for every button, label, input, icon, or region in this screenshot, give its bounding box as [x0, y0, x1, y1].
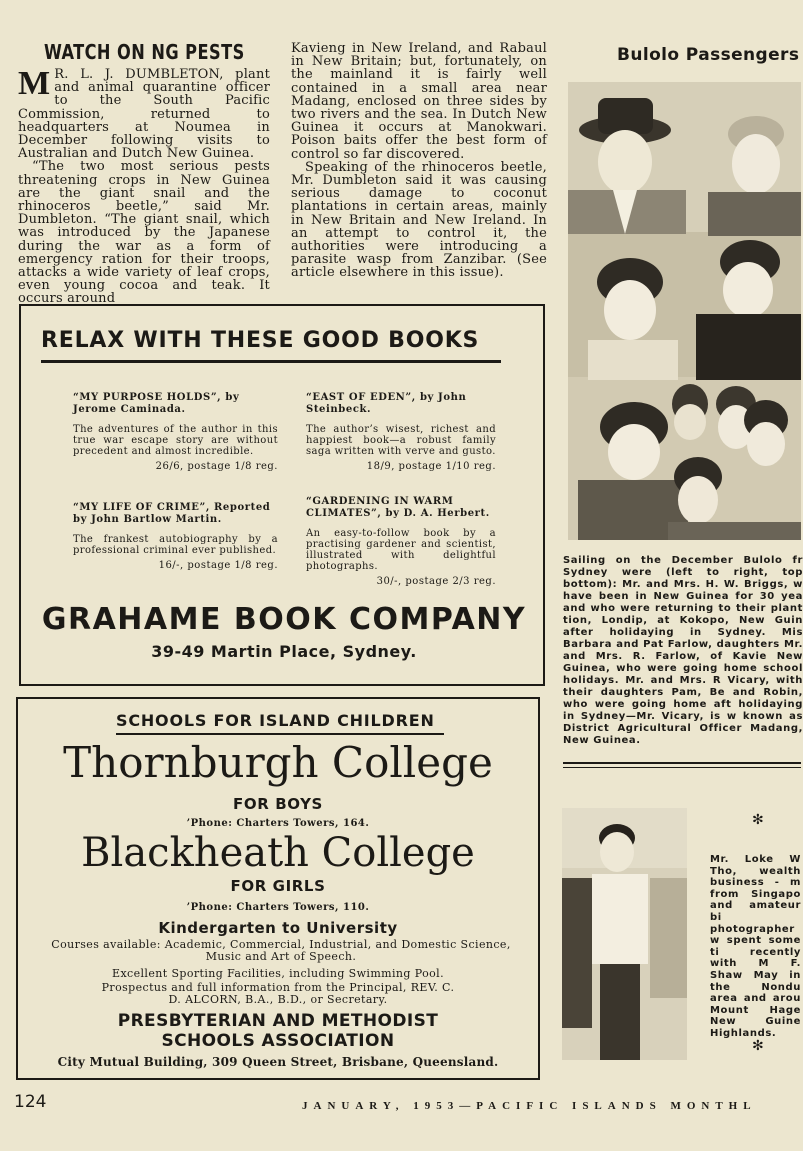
- passengers-photo-svg: [568, 82, 801, 540]
- book-description: An easy-to-follow book by a practising gardener and scientist, illustrated with delightful photographs.: [306, 528, 496, 572]
- schools-address: City Mutual Building, 309 Queen Street, Brisbane, Queensland.: [57, 1055, 499, 1069]
- college-phone: ’Phone: Charters Towers, 164.: [186, 818, 370, 829]
- sidebar-rule: [563, 762, 801, 764]
- book-title: “MY LIFE OF CRIME”, Reported by John Bartlow Martin.: [73, 502, 271, 525]
- company-name: GRAHAME BOOK COMPANY: [41, 602, 527, 637]
- book-price: 16/-, postage 1/8 reg.: [158, 560, 278, 571]
- books-ad: [19, 304, 545, 686]
- article-para-2: “The two most serious pests threatening crops in New Guinea are the giant snail and the rhinoceros beetle,” said Mr. Dumbleton. “The giant snail, which was introduced by the Japanese during the war as a form of emergency ration for their troops, attacks a wide variety of leaf crops, even young cocoa and teak. It occurs around: [18, 159, 270, 307]
- page-number: 124: [14, 1092, 47, 1112]
- sidebar-heading: Bulolo Passengers: [617, 45, 800, 65]
- college-name-thornburgh: Thornburgh College: [63, 738, 493, 787]
- ornament: ✻: [752, 812, 764, 828]
- article-column-1: [18, 65, 270, 307]
- book-description: The author’s wisest, richest and happiest book—a robust family saga written with verve and gusto.: [306, 424, 496, 457]
- book-title: “GARDENING IN WARM CLIMATES”, by D. A. Herbert.: [306, 496, 490, 519]
- article-para-1: R. L. J. DUMBLETON, plant and animal quarantine officer to the South Pacific Commission, returned to headquarters at Noumea in December following visits to Australian and Dutch New Guinea.: [18, 67, 270, 162]
- book-item: [306, 392, 496, 472]
- book-title: “MY PURPOSE HOLDS”, by Jerome Caminada.: [73, 392, 240, 415]
- book-title: “EAST OF EDEN”, by John Steinbeck.: [306, 392, 467, 415]
- book-item: [73, 502, 278, 571]
- book-description: The adventures of the author in this true war escape story are without precedent and almost incredible.: [73, 424, 278, 457]
- loke-photo-svg: [562, 808, 687, 1060]
- sidebar-rule-thin: [563, 767, 801, 768]
- drop-cap: M: [18, 65, 51, 102]
- ornament: ✻: [752, 1038, 764, 1054]
- article-column-2: [291, 42, 547, 280]
- article-para-4: Speaking of the rhinoceros beetle, Mr. Dumbleton said it was causing serious damage to coconut plantations in certain areas, mainly in New Britain and New Ireland. In an attempt to control it, the authorities were introducing a parasite wasp from Zanzibar. (See article elsewhere in this issue).: [291, 159, 547, 281]
- issue-footer: JANUARY, 1953—PACIFIC ISLANDS MONTHL: [302, 1100, 757, 1112]
- books-ad-rule: [41, 360, 501, 363]
- book-price: 26/6, postage 1/8 reg.: [155, 461, 278, 472]
- article-title: WATCH ON NG PESTS: [44, 40, 245, 64]
- schools-sporting: Excellent Sporting Facilities, including Swimming Pool.: [112, 967, 444, 980]
- book-description: The frankest autobiography by a professional criminal ever published.: [73, 534, 278, 556]
- schools-tagline: Kindergarten to University: [158, 919, 398, 937]
- schools-association: PRESBYTERIAN AND METHODIST SCHOOLS ASSOCIATION: [117, 1011, 439, 1051]
- schools-ad-heading: SCHOOLS FOR ISLAND CHILDREN: [116, 711, 435, 730]
- loke-caption: Mr. Loke W Tho, wealth business - m from Singapo and amateur bi photographer w spent some ti recently with M F. Shaw May in the Nondu area and arou Mount Hage New Guine Highlands.: [710, 854, 801, 1039]
- college-sub-girls: FOR GIRLS: [230, 877, 326, 895]
- schools-courses: Courses available: Academic, Commercial, Industrial, and Domestic Science, Music and Art of Speech.: [51, 938, 511, 963]
- loke-photo: [562, 808, 687, 1060]
- college-phone: ’Phone: Charters Towers, 110.: [186, 902, 370, 913]
- passengers-caption: Sailing on the December Bulolo fr Sydney were (left to right, top bottom): Mr. and Mrs. H. W. Briggs, w have been in New Guinea for 30 yea and who were returning to their plant tion, Londip, at Kokopo, New Guin after holidaying in Sydney. Mis Barbara and Pat Farlow, daughters Mr. and Mrs. R. Farlow, of Kavie New Guinea, who were going home school holidays. Mr. and Mrs. R Vicary, with their daughters Pam, Be and Robin, who were going home aft holidaying in Sydney—Mr. Vicary, is w known as District Agricultural Officer Madang, New Guinea.: [563, 555, 803, 746]
- college-sub-boys: FOR BOYS: [233, 795, 323, 813]
- schools-ad: [16, 697, 540, 1080]
- college-name-blackheath: Blackheath College: [81, 830, 475, 876]
- book-price: 30/-, postage 2/3 reg.: [376, 576, 496, 587]
- schools-ad-rule: [116, 733, 444, 735]
- company-address: 39-49 Martin Place, Sydney.: [151, 642, 417, 661]
- book-item: [73, 392, 278, 472]
- book-item: [306, 496, 496, 587]
- passenger-photo: [568, 82, 801, 540]
- article-para-3: Kavieng in New Ireland, and Rabaul in New Britain; but, fortunately, on the mainland it is fairly well contained in a small area near Madang, enclosed on three sides by two rivers and the sea. In Dutch New Guinea it occurs at Manokwari. Poison baits offer the best form of control so far discovered.: [291, 41, 547, 162]
- books-ad-heading: RELAX WITH THESE GOOD BOOKS: [41, 328, 480, 353]
- schools-prospectus: Prospectus and full information from the Principal, REV. C. D. ALCORN, B.A., B.D., or Secretary.: [101, 981, 455, 1006]
- book-price: 18/9, postage 1/10 reg.: [366, 461, 496, 472]
